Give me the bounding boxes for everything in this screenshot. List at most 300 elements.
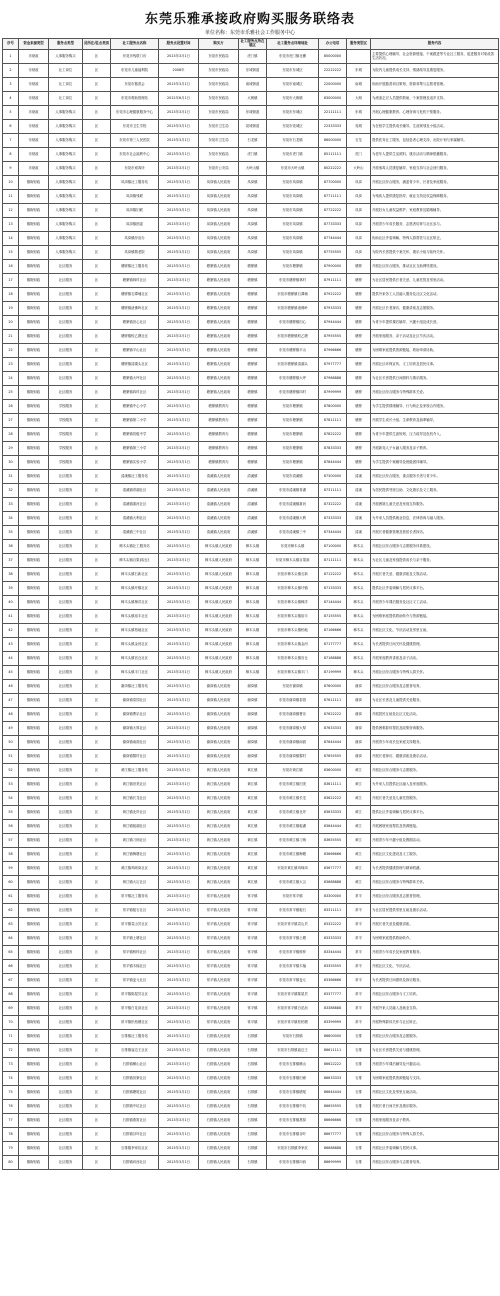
cell-fund: 市财政 [19, 50, 49, 64]
cell-fund: 镇街财政 [19, 344, 49, 358]
cell-cat: 区 [83, 652, 111, 666]
cell-time: 2013年3月1日 [159, 540, 199, 554]
cell-area: 凤岗 [347, 176, 371, 190]
cell-town: 常平镇 [239, 988, 267, 1002]
cell-name: 黄江镇大冚社区 [111, 876, 159, 890]
table-row [3, 414, 499, 428]
cell-type: 人事服务购买 [49, 246, 83, 260]
cell-no: 7 [3, 134, 19, 148]
cell-town: 常平镇 [239, 932, 267, 946]
cell-buyer: 樟木头镇人民政府 [199, 624, 239, 638]
cell-area: 塘厦 [347, 414, 371, 428]
table-row [3, 946, 499, 960]
cell-tel: 86688888 [319, 1142, 347, 1156]
cell-addr: 东莞市塘厦镇 [267, 428, 319, 442]
cell-buyer: 塘厦镇教育办 [199, 442, 239, 456]
cell-name: 常平镇陈屋贝社区 [111, 988, 159, 1002]
cell-cat: 区 [83, 92, 111, 106]
cell-town: 谢岗镇 [239, 736, 267, 750]
cell-cat: 区 [83, 778, 111, 792]
cell-time: 2013年3月1日 [159, 204, 199, 218]
cell-no: 32 [3, 484, 19, 498]
cell-area: 清溪 [347, 526, 371, 540]
cell-desc: 开展长者健康管理及独居长者探访。 [371, 526, 499, 540]
cell-type: 社区服务 [49, 540, 83, 554]
cell-area: 清溪 [347, 470, 371, 484]
cell-cat: 区 [83, 848, 111, 862]
cell-name: 常平镇木棆社区 [111, 960, 159, 974]
cell-tel: 87933333 [319, 302, 347, 316]
cell-fund: 镇街财政 [19, 694, 49, 708]
cell-buyer: 樟木头镇人民政府 [199, 596, 239, 610]
cell-town: 塘厦镇 [239, 260, 267, 274]
cell-fund: 镇街财政 [19, 246, 49, 260]
cell-tel: 83600000 [319, 764, 347, 778]
cell-name: 常平镇板石社区 [111, 904, 159, 918]
cell-time: 2013年3月1日 [159, 1156, 199, 1170]
cell-cat: 区 [83, 1058, 111, 1072]
cell-area: 谢岗 [347, 694, 371, 708]
cell-buyer: 塘厦镇人民政府 [199, 274, 239, 288]
cell-type: 人事服务购买 [49, 190, 83, 204]
cell-buyer: 常平镇人民政府 [199, 960, 239, 974]
cell-desc: 提供社区矛盾调解与居民议事平台。 [371, 582, 499, 596]
cell-type: 社区服务 [49, 1030, 83, 1044]
cell-no: 74 [3, 1072, 19, 1086]
cell-tel: 22333333 [319, 120, 347, 134]
cell-addr: 东莞市谢岗镇大厚 [267, 722, 319, 736]
cell-no: 47 [3, 694, 19, 708]
cell-buyer: 常平镇人民政府 [199, 988, 239, 1002]
cell-tel: 87822222 [319, 428, 347, 442]
cell-name: 石排镇社工服务站 [111, 1030, 159, 1044]
cell-cat: 区 [83, 736, 111, 750]
cell-desc: 开展长者日间关怀及康乐服务。 [371, 1100, 499, 1114]
cell-type: 社区服务 [49, 890, 83, 904]
cell-cat: 区 [83, 456, 111, 470]
cell-town: 樟木头镇 [239, 568, 267, 582]
cell-town: 谢岗镇 [239, 680, 267, 694]
cell-name: 常平镇麦元社区 [111, 974, 159, 988]
cell-time: 2013年3月1日 [159, 960, 199, 974]
cell-town: 樟木头镇 [239, 596, 267, 610]
cell-addr: 东莞市黄江镇板湖 [267, 820, 319, 834]
cell-cat: 区 [83, 596, 111, 610]
cell-town: 石排镇 [239, 1058, 267, 1072]
cell-no: 28 [3, 428, 19, 442]
cell-fund: 镇街财政 [19, 1058, 49, 1072]
cell-tel: 22222222 [319, 64, 347, 78]
cell-fund: 镇街财政 [19, 176, 49, 190]
cell-fund: 镇街财政 [19, 358, 49, 372]
cell-addr: 东莞市黄江镇鸡啼岗 [267, 862, 319, 876]
cell-tel: 86655555 [319, 1100, 347, 1114]
cell-time: 2013年3月1日 [159, 302, 199, 316]
cell-cat: 区 [83, 540, 111, 554]
cell-tel: 87988888 [319, 372, 347, 386]
cell-area: 塘厦 [347, 330, 371, 344]
cell-tel: 87300000 [319, 470, 347, 484]
cell-type: 社区服务 [49, 330, 83, 344]
cell-desc: 开展长者关爱、健康讲座及文娱活动。 [371, 568, 499, 582]
cell-buyer: 塘厦镇人民政府 [199, 344, 239, 358]
cell-time: 2013年3月1日 [159, 764, 199, 778]
cell-time: 2013年3月1日 [159, 260, 199, 274]
cell-no: 12 [3, 204, 19, 218]
cell-area: 谢岗 [347, 722, 371, 736]
cell-desc: 为残疾人提供康复指导、就业支持及权益保障服务。 [371, 190, 499, 204]
cell-no: 21 [3, 330, 19, 344]
cell-town: 石排镇 [239, 1128, 267, 1142]
cell-desc: 开展社区综合服务与特殊人群关怀。 [371, 666, 499, 680]
cell-addr: 东莞市谢岗镇曹乐 [267, 708, 319, 722]
cell-no: 6 [3, 120, 19, 134]
cell-time: 2013年3月1日 [159, 806, 199, 820]
cell-town: 黄江镇 [239, 806, 267, 820]
table-row [3, 246, 499, 260]
cell-addr: 东莞市樟木头镇柏地 [267, 624, 319, 638]
cell-addr: 东莞市谢岗镇南面 [267, 736, 319, 750]
cell-no: 40 [3, 596, 19, 610]
cell-no: 27 [3, 414, 19, 428]
cell-tel: 87944444 [319, 316, 347, 330]
cell-fund: 镇街财政 [19, 386, 49, 400]
cell-type: 社区服务 [49, 260, 83, 274]
cell-tel: 87611111 [319, 694, 347, 708]
cell-area: 塘厦 [347, 372, 371, 386]
cell-desc: 开展社区长者探访、健康讲座及志愿服务。 [371, 302, 499, 316]
cell-fund: 镇街财政 [19, 1086, 49, 1100]
cell-name: 塘厦镇社工服务站 [111, 260, 159, 274]
cell-fund: 市财政 [19, 162, 49, 176]
table-row [3, 904, 499, 918]
cell-buyer: 东莞市公安局 [199, 162, 239, 176]
cell-type: 人事服务购买 [49, 162, 83, 176]
cell-area: 樟木头 [347, 610, 371, 624]
cell-addr: 东莞市石龙镇 [267, 134, 319, 148]
cell-buyer: 塘厦镇人民政府 [199, 358, 239, 372]
cell-area: 塘厦 [347, 400, 371, 414]
cell-area: 塘厦 [347, 302, 371, 316]
cell-name: 石排镇中坑社区 [111, 1100, 159, 1114]
cell-desc: 开展社区综合服务与志愿服务。 [371, 764, 499, 778]
cell-type: 社区服务 [49, 848, 83, 862]
cell-addr: 东莞市塘厦镇 [267, 260, 319, 274]
cell-addr: 东莞市莞城区 [267, 120, 319, 134]
cell-name: 黄江镇刁朗社区 [111, 834, 159, 848]
cell-addr: 东莞市塘厦镇 [267, 414, 319, 428]
cell-addr: 东莞市塘厦镇林村 [267, 274, 319, 288]
cell-no: 48 [3, 708, 19, 722]
cell-fund: 镇街财政 [19, 288, 49, 302]
cell-addr: 东莞市石排镇燕窝 [267, 1114, 319, 1128]
cell-buyer: 东莞市民政局 [199, 148, 239, 162]
cell-addr: 东莞市凤岗镇 [267, 246, 319, 260]
cell-desc: 为社区儿童及家庭提供成长与亲子服务。 [371, 554, 499, 568]
cell-town: 黄江镇 [239, 848, 267, 862]
cell-area: 塘厦 [347, 442, 371, 456]
table-row [3, 1156, 499, 1170]
cell-fund: 镇街财政 [19, 372, 49, 386]
cell-fund: 镇街财政 [19, 316, 49, 330]
cell-time: 2013年3月1日 [159, 1016, 199, 1030]
cell-addr: 东莞市东城区 [267, 106, 319, 120]
cell-area: 凤岗 [347, 190, 371, 204]
cell-type: 社区服务 [49, 792, 83, 806]
cell-cat: 区 [83, 876, 111, 890]
cell-desc: 开展社区综合服务，重点服务长者与青少年。 [371, 470, 499, 484]
cell-time: 2013年3月1日 [159, 778, 199, 792]
cell-name: 黄江镇长龙社区 [111, 792, 159, 806]
table-row [3, 442, 499, 456]
cell-name: 塘厦镇四村社区 [111, 386, 159, 400]
cell-town: 虎门镇 [239, 148, 267, 162]
cell-tel: 83688888 [319, 876, 347, 890]
cell-addr: 东莞市樟木头镇官仓 [267, 652, 319, 666]
cell-town: 塘厦镇 [239, 274, 267, 288]
cell-time: 2013年3月1日 [159, 1142, 199, 1156]
cell-town: 常平镇 [239, 1016, 267, 1030]
cell-time: 2013年3月1日 [159, 330, 199, 344]
cell-tel: 87844444 [319, 456, 347, 470]
cell-fund: 镇街财政 [19, 1030, 49, 1044]
cell-no: 8 [3, 148, 19, 162]
cell-tel: 87755555 [319, 246, 347, 260]
cell-cat: 区 [83, 792, 111, 806]
cell-name: 东莞市第三人民医院 [111, 134, 159, 148]
cell-fund: 镇街财政 [19, 218, 49, 232]
cell-type: 社区服务 [49, 274, 83, 288]
cell-addr: 东莞市常平镇桥梓 [267, 946, 319, 960]
cell-town: 樟木头镇 [239, 540, 267, 554]
cell-cat: 区 [83, 904, 111, 918]
cell-fund: 镇街财政 [19, 190, 49, 204]
cell-town: 黄江镇 [239, 764, 267, 778]
cell-desc: 开展长者关爱及健康讲座。 [371, 918, 499, 932]
cell-buyer: 塘厦镇人民政府 [199, 288, 239, 302]
cell-name: 石排镇塘尾社区 [111, 1086, 159, 1100]
cell-buyer: 石排镇人民政府 [199, 1044, 239, 1058]
cell-type: 社区服务 [49, 484, 83, 498]
cell-desc: 开展社区文化建设及义工服务。 [371, 848, 499, 862]
cell-no: 25 [3, 386, 19, 400]
cell-no: 76 [3, 1100, 19, 1114]
cell-buyer: 凤岗镇人民政府 [199, 218, 239, 232]
cell-cat: 区 [83, 344, 111, 358]
cell-name: 清溪镇社工服务站 [111, 470, 159, 484]
table-row [3, 960, 499, 974]
cell-no: 33 [3, 498, 19, 512]
table-row [3, 680, 499, 694]
cell-town: 石龙镇 [239, 134, 267, 148]
cell-area: 黄江 [347, 820, 371, 834]
document-subtitle: 单位名称：东莞市乐雅社会工作服务中心 [204, 30, 295, 36]
cell-town: 南城街道 [239, 78, 267, 92]
cell-fund: 镇街财政 [19, 456, 49, 470]
cell-desc: 为院内儿童提供成长支持、情绪疏导及康复服务。 [371, 64, 499, 78]
cell-town: 塘厦镇 [239, 344, 267, 358]
cell-addr: 东莞市东城区 [267, 64, 319, 78]
table-row [3, 862, 499, 876]
cell-buyer: 凤岗镇人民政府 [199, 246, 239, 260]
cell-name: 常平镇袁山贝社区 [111, 918, 159, 932]
cell-addr: 东莞市黄江镇田美 [267, 778, 319, 792]
cell-desc: 为老年人提供生活照料、康乐活动与精神慰藉服务。 [371, 148, 499, 162]
cell-cat: 区 [83, 946, 111, 960]
cell-cat: 区 [83, 526, 111, 540]
cell-no: 38 [3, 568, 19, 582]
cell-type: 学校服务 [49, 400, 83, 414]
cell-no: 20 [3, 316, 19, 330]
cell-name: 东莞市戒毒所 [111, 162, 159, 176]
cell-tel: 87633333 [319, 722, 347, 736]
cell-cat: 区 [83, 204, 111, 218]
cell-town: 常平镇 [239, 890, 267, 904]
cell-fund: 镇街财政 [19, 974, 49, 988]
table-row [3, 1044, 499, 1058]
cell-time: 2013年3月1日 [159, 456, 199, 470]
cell-fund: 镇街财政 [19, 1142, 49, 1156]
cell-desc: 开展社区环保宣传、义工培育及居民议事。 [371, 358, 499, 372]
cell-desc: 为在校学生提供成长辅导、生涯规划及小组活动。 [371, 120, 499, 134]
cell-name: 东莞市卫生学校 [111, 120, 159, 134]
cell-tel: 87700000 [319, 176, 347, 190]
cell-time: 2013年3月1日 [159, 470, 199, 484]
table-row [3, 568, 499, 582]
cell-addr: 东莞市常平镇白花沥 [267, 1002, 319, 1016]
cell-time: 2013年3月1日 [159, 1002, 199, 1016]
cell-time: 2013年3月1日 [159, 862, 199, 876]
cell-tel: 83377777 [319, 988, 347, 1002]
cell-desc: 提供社区矛盾调解与居民议事平台。 [371, 806, 499, 820]
cell-town: 塘厦镇 [239, 358, 267, 372]
cell-tel: 87955555 [319, 330, 347, 344]
cell-area: 清溪 [347, 498, 371, 512]
cell-type: 社区服务 [49, 1114, 83, 1128]
cell-time: 2013年3月1日 [159, 708, 199, 722]
cell-area: 常平 [347, 904, 371, 918]
cell-no: 62 [3, 904, 19, 918]
table-row [3, 764, 499, 778]
cell-desc: 为院内长者提供个案关怀、康乐小组与临终关怀。 [371, 246, 499, 260]
cell-cat: 区 [83, 666, 111, 680]
cell-buyer: 清溪镇人民政府 [199, 484, 239, 498]
cell-cat: 区 [83, 50, 111, 64]
cell-type: 社区服务 [49, 1128, 83, 1142]
cell-time: 2013年3月1日 [159, 946, 199, 960]
cell-addr: 东莞市常平镇麦元 [267, 974, 319, 988]
table-row [3, 232, 499, 246]
cell-buyer: 清溪镇人民政府 [199, 526, 239, 540]
cell-desc: 开展社区综合服务与特殊人群关怀。 [371, 1128, 499, 1142]
cell-cat: 区 [83, 750, 111, 764]
cell-name: 石排镇庙边王社区 [111, 1044, 159, 1058]
cell-type: 人事服务购买 [49, 50, 83, 64]
cell-desc: 开展特殊群体关怀与社区矫正。 [371, 1016, 499, 1030]
cell-area: 石排 [347, 1086, 371, 1100]
table-row [3, 64, 499, 78]
cell-fund: 镇街财政 [19, 610, 49, 624]
cell-area: 常平 [347, 988, 371, 1002]
table-row [3, 1072, 499, 1086]
column-header: 办公电话 [319, 39, 347, 50]
cell-buyer: 石排镇人民政府 [199, 1156, 239, 1170]
cell-desc: 开展社区综合服务与志愿者培育。 [371, 1156, 499, 1170]
cell-tel: 85111111 [319, 148, 347, 162]
cell-name: 塘厦镇田心社区 [111, 316, 159, 330]
cell-fund: 镇街财政 [19, 722, 49, 736]
cell-cat: 区 [83, 498, 111, 512]
cell-desc: 开展青少年成长及家庭教育服务。 [371, 946, 499, 960]
cell-no: 5 [3, 106, 19, 120]
cell-area: 常平 [347, 946, 371, 960]
cell-town: 清溪镇 [239, 484, 267, 498]
cell-fund: 镇街财政 [19, 204, 49, 218]
cell-desc: 开展社区综合服务与特殊群体关怀。 [371, 876, 499, 890]
cell-type: 社区服务 [49, 652, 83, 666]
cell-type: 社区服务 [49, 946, 83, 960]
cell-type: 学校服务 [49, 456, 83, 470]
cell-addr: 东莞市塘厦镇石潭埔 [267, 288, 319, 302]
cell-addr: 东莞市常平镇土塘 [267, 932, 319, 946]
cell-tel: 83311111 [319, 904, 347, 918]
cell-buyer: 常平镇人民政府 [199, 1016, 239, 1030]
cell-desc: 开展心理健康教育、心理咨询与危机干预服务。 [371, 106, 499, 120]
table-row [3, 162, 499, 176]
table-body [3, 50, 499, 1170]
cell-buyer: 樟木头镇人民政府 [199, 666, 239, 680]
cell-buyer: 石排镇人民政府 [199, 1086, 239, 1100]
cell-addr: 东莞市塘厦镇田心 [267, 316, 319, 330]
cell-cat: 区 [83, 638, 111, 652]
table-row [3, 554, 499, 568]
cell-buyer: 东莞市民政局 [199, 50, 239, 64]
cell-town: 东城街道 [239, 64, 267, 78]
cell-desc: 开展家庭服务及亲子教育。 [371, 1114, 499, 1128]
cell-buyer: 塘厦镇人民政府 [199, 316, 239, 330]
cell-name: 石排镇横山社区 [111, 1058, 159, 1072]
cell-fund: 市财政 [19, 106, 49, 120]
cell-cat: 区 [83, 582, 111, 596]
cell-name: 东莞市救助管理站 [111, 92, 159, 106]
cell-fund: 市财政 [19, 134, 49, 148]
cell-no: 79 [3, 1142, 19, 1156]
cell-name: 谢岗镇大厚社区 [111, 722, 159, 736]
cell-cat: 区 [83, 358, 111, 372]
cell-no: 29 [3, 442, 19, 456]
table-row [3, 1142, 499, 1156]
cell-time: 2013年3月1日 [159, 442, 199, 456]
cell-addr: 东莞市樟木头镇百果洞 [267, 554, 319, 568]
cell-area: 樟木头 [347, 638, 371, 652]
cell-time: 2013年3月1日 [159, 344, 199, 358]
cell-town: 谢岗镇 [239, 708, 267, 722]
cell-desc: 为青少年提供生涯规划、压力疏导及危机介入。 [371, 428, 499, 442]
cell-addr: 东莞市樟木头镇金河 [267, 638, 319, 652]
cell-area: 塘厦 [347, 428, 371, 442]
cell-type: 社区服务 [49, 722, 83, 736]
cell-tel: 86699999 [319, 1156, 347, 1170]
cell-town: 石排镇 [239, 1086, 267, 1100]
cell-name: 樟木头镇裕丰社区 [111, 610, 159, 624]
cell-tel: 83322222 [319, 918, 347, 932]
table-row [3, 918, 499, 932]
cell-addr: 东莞市石排镇田寮 [267, 1072, 319, 1086]
cell-cat: 区 [83, 1002, 111, 1016]
cell-town: 樟木头镇 [239, 652, 267, 666]
cell-buyer: 樟木头镇人民政府 [199, 610, 239, 624]
cell-tel: 86677777 [319, 1128, 347, 1142]
